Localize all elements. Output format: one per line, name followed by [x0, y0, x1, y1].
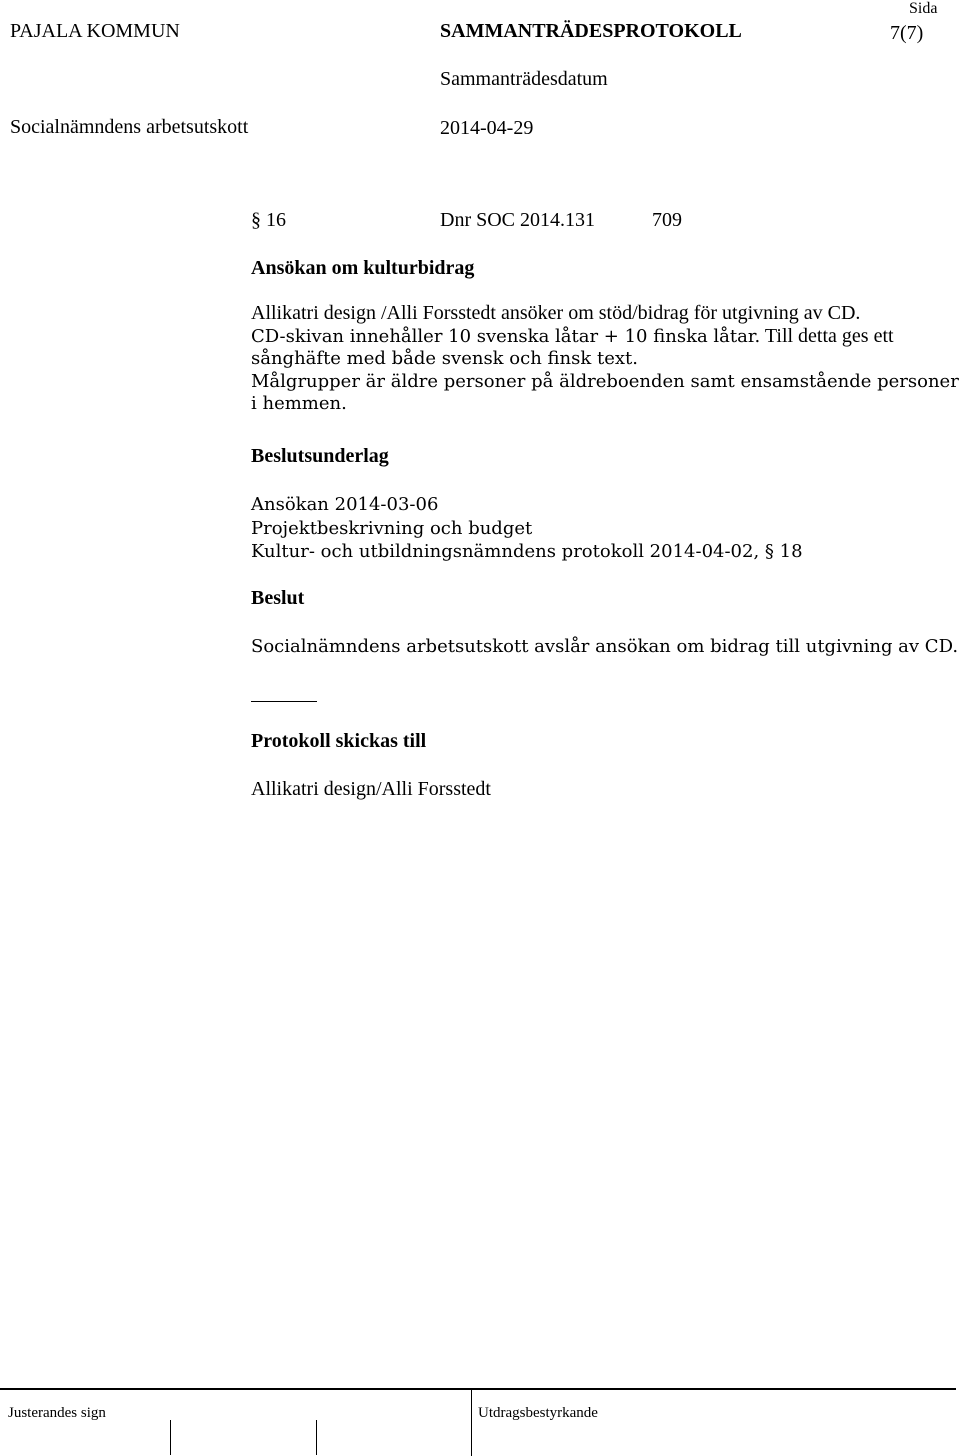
justerande-sign-label: Justerandes sign	[8, 1405, 106, 1421]
send-to-recipient: Allikatri design/Alli Forsstedt	[251, 778, 491, 800]
body-line: i hemmen.	[251, 393, 347, 414]
basis-item: Ansökan 2014-03-06	[251, 494, 439, 515]
signature-box-divider	[170, 1420, 171, 1455]
body-line-part: CD-skivan innehåller 10 svenska låtar + 10 finska låtar.	[251, 325, 761, 347]
utdragsbestyrkande-label: Utdragsbestyrkande	[478, 1405, 598, 1421]
page-label: Sida	[909, 0, 938, 17]
body-line: Målgrupper är äldre personer på äldreboenden samt ensamstående personer	[251, 370, 959, 392]
footer-divider	[471, 1390, 472, 1456]
signature-footer	[0, 1388, 956, 1456]
decision-heading: Beslut	[251, 587, 305, 609]
paragraph-number: § 16	[251, 209, 286, 231]
basis-item: Kultur- och utbildningsnämndens protokoll 2014-04-02, § 18	[251, 541, 803, 562]
separator-rule	[251, 701, 317, 702]
basis-item: Projektbeskrivning och budget	[251, 517, 533, 539]
meeting-date: 2014-04-29	[440, 117, 534, 139]
meeting-date-label: Sammanträdesdatum	[440, 68, 608, 90]
org-name: PAJALA KOMMUN	[10, 20, 180, 42]
protocol-title: SAMMANTRÄDESPROTOKOLL	[440, 20, 742, 42]
body-line	[251, 325, 956, 349]
body-line-part: Till detta ges ett	[760, 324, 894, 347]
body-line: sånghäfte med både svensk och finsk text.	[251, 348, 638, 369]
matter-title: Ansökan om kulturbidrag	[251, 257, 475, 279]
basis-list	[251, 493, 803, 564]
page-number: 7(7)	[890, 22, 924, 44]
committee-name: Socialnämndens arbetsutskott	[10, 116, 249, 138]
basis-heading: Beslutsunderlag	[251, 445, 389, 467]
dnr-number: Dnr SOC 2014.131	[440, 209, 596, 231]
signature-box-divider	[316, 1420, 317, 1455]
decision-text: Socialnämndens arbetsutskott avslår ansökan om bidrag till utgivning av CD.	[251, 636, 959, 657]
body-line: Allikatri design /Alli Forsstedt ansöker om stöd/bidrag för utgivning av CD.	[251, 302, 861, 324]
matter-body	[251, 302, 959, 416]
send-to-heading: Protokoll skickas till	[251, 730, 427, 752]
dnr-sub-number: 709	[652, 209, 682, 231]
